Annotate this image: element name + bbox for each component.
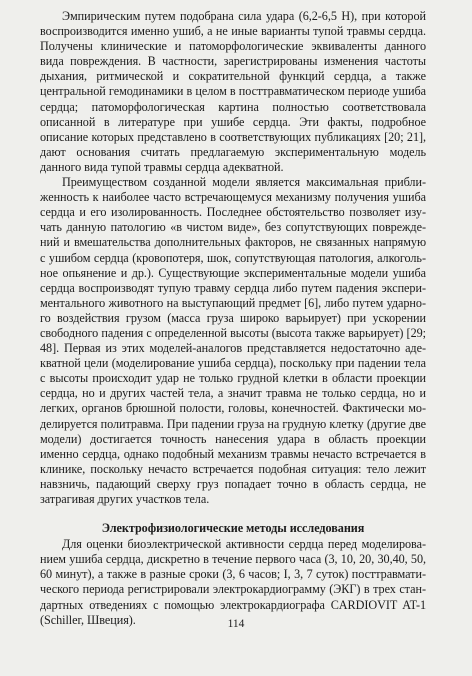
paragraph-model-advantages: Преимуществом созданной модели является максимальная приближенность к наиболее часто встречающемуся механизму получения ушиба сердца и его изолированность. Последнее обстоятельство позволяет изучать данную патологию «в чистом виде», без сопутствующих повреждений и вмешательства дополнительных факторов, не связанных напрямую с ушибом сердца (кровопотеря, шок, сопутствующая патология, алкогольное опьянение и др.). Существующие экспериментальные модели ушиба сердца воспроизводят тупую травму сердца либо путем падения экспериментального животного на выступающий предмет [6], либо путем ударного воздействия грузом (масса груза широко варьирует) при ускорении свободного падения с определенной высоты (высота также варьирует) [29; 48]. Первая из этих моделей-аналогов представляется недостаточно адекватной цели (моделирование ушиба сердца), поскольку при падении тела с высоты происходит удар не только грудной клетки в области проекции сердца, но и других частей тела, а значит травма не только сердца, но и легких, органов брюшной полости, головы, конечностей. Фактически моделируется политравма. При падении груза на грудную клетку (другие две модели) достигается точность нанесения удара в область проекции именно сердца, однако подобный механизм травмы нечасто встречается в клинике, поскольку нечасто встречается подобная ситуация: тело лежит навзничь, падающий сверху груз попадает точно в область сердца, не затрагивая других участков тела. [40, 175, 426, 506]
body-text [40, 9, 426, 628]
page-number: 114 [227, 618, 245, 630]
paragraph-ecg-methods: Для оценки биоэлектрической активности сердца перед моделированием ушиба сердца, дискретно в течение первого часа (3, 10, 20, 30,40, 50, 60 минут), а также в разные сроки (3, 6 часов; I, 3, 7 суток) посттравматического периода регистрировали электрокардиограмму (ЭКГ) в трех стандартных отведениях с помощью электрокардиографа CARDIOVIT AT-1 (Schiller, Швеция). [40, 537, 426, 627]
section-heading: Электрофизиологические методы исследования [101, 521, 365, 536]
paragraph-model-validation: Эмпирическим путем подобрана сила удара (6,2-6,5 Н), при которой воспроизводится именно ушиб, а не иные варианты тупой травмы сердца. Получены клинические и патоморфологические эквиваленты данного вида повреждения. В частности, зарегистрированы изменения частоты дыхания, ритмической и сократительной функций сердца, а также центральной гемодинамики в целом в посттравматическом периоде ушиба сердца; патоморфологическая картина полностью соответствовала описанной в литературе при ушибе сердца. Эти факты, подробное описание которых представлено в соответствующих публикациях [20; 21], дают основания считать предлагаемую экспериментальную модель данного вида тупой травмы сердца адекватной. [40, 9, 426, 174]
